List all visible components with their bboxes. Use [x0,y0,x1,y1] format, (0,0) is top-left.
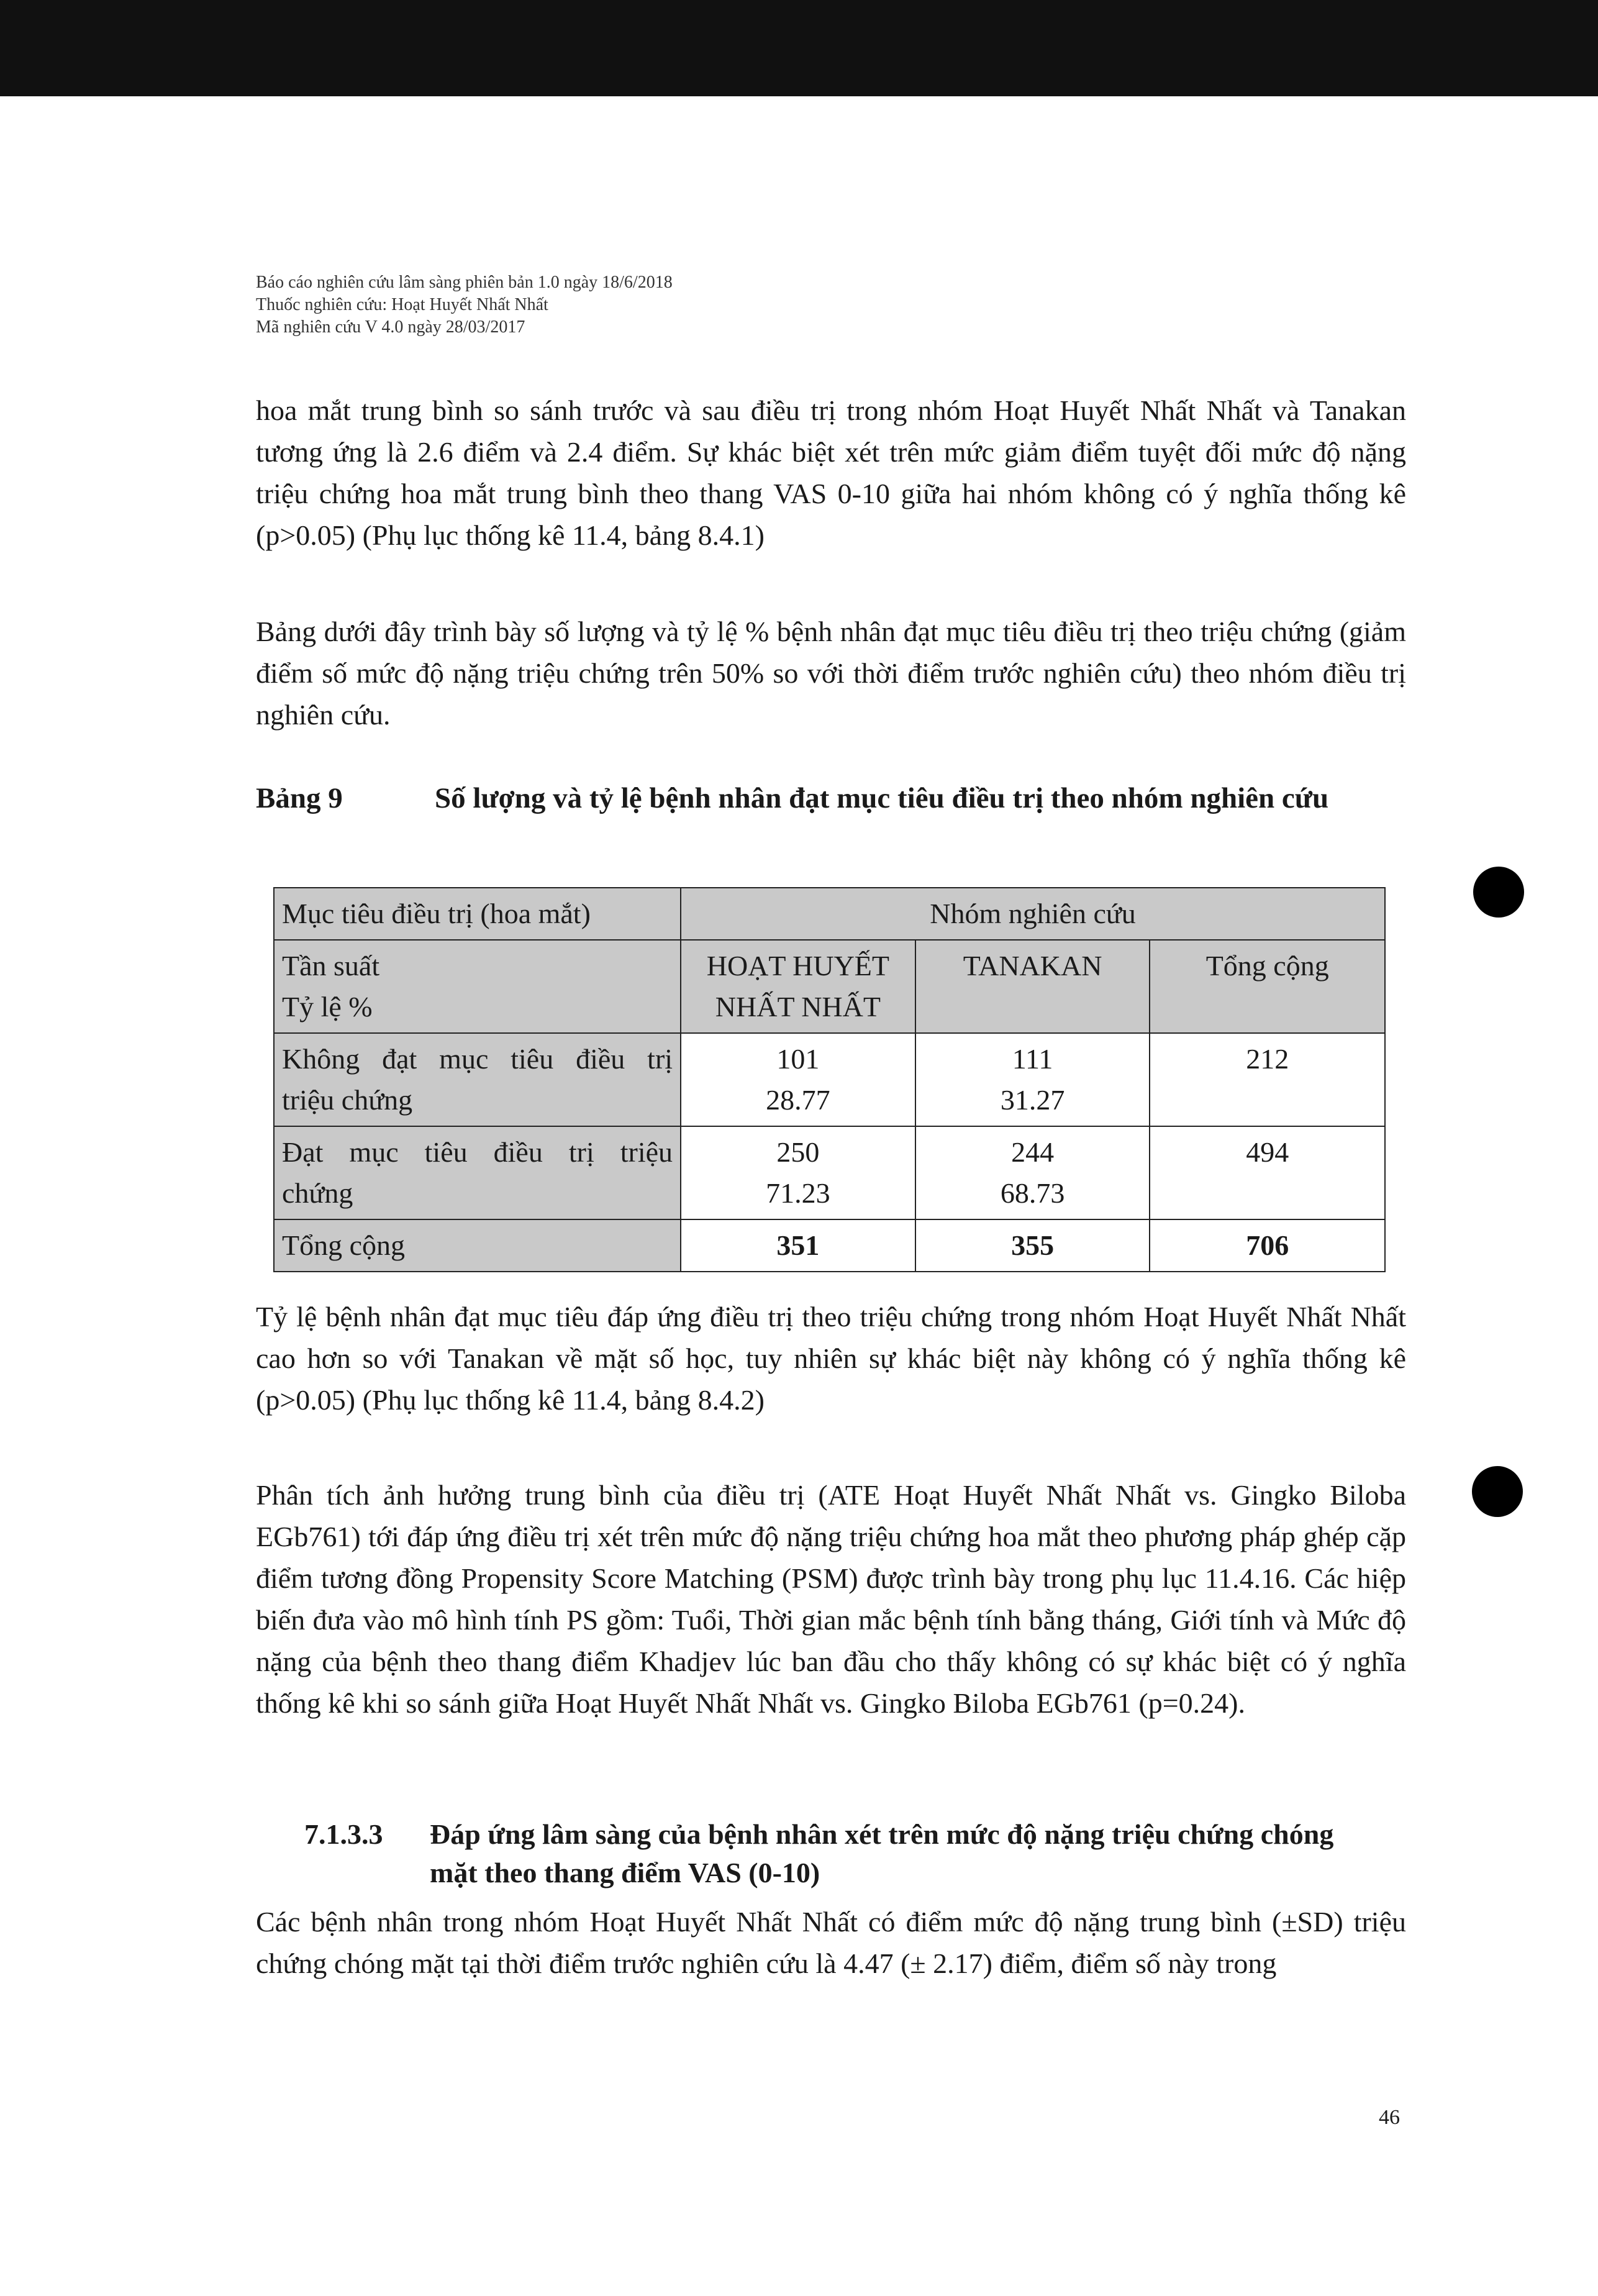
table-total-row [274,1219,1385,1272]
row-hhnn-count: 250 [776,1136,820,1168]
total-all-cell: 706 [1150,1219,1385,1272]
row-hhnn-percent: 71.23 [766,1177,830,1209]
section-title [430,1815,1399,1892]
row-label-line2: chứng [282,1177,353,1209]
paragraph-2: Bảng dưới đây trình bày số lượng và tỷ lệ % bệnh nhân đạt mục tiêu điều trị theo triệu chứng (giảm điểm số mức độ nặng triệu chứng trên 50% so với thời điểm trước nghiên cứu) theo nhóm điều trị nghiên cứu. [256,616,1406,731]
total-label-cell: Tổng cộng [274,1219,681,1272]
header-total-cell: Tổng cộng [1150,940,1385,1033]
header-hhnn-line2: NHẤT NHẤT [715,991,881,1023]
header-percent: Tỷ lệ % [282,991,373,1023]
table-header-row-2 [274,940,1385,1033]
row-tanakan-count: 244 [1011,1136,1055,1168]
row-label-cell [274,1126,681,1219]
page-number: 46 [1379,2106,1400,2129]
header-freq-cell [274,940,681,1033]
table-caption-label: Bảng 9 [256,782,343,814]
row-label-line1: Không đạt mục tiêu điều trị [282,1043,673,1075]
section-number: 7.1.3.3 [304,1818,383,1850]
header-tanakan-cell: TANAKAN [915,940,1150,1033]
table-caption-title: Số lượng và tỷ lệ bệnh nhân đạt mục tiêu điều trị theo nhóm nghiên cứu [435,782,1329,814]
row-label-cell [274,1033,681,1126]
header-hhnn-cell [681,940,915,1033]
header-study-drug: Thuốc nghiên cứu: Hoạt Huyết Nhất Nhất [256,295,548,314]
paragraph-5: Các bệnh nhân trong nhóm Hoạt Huyết Nhất Nhất có điểm mức độ nặng trung bình (±SD) triệu chứng chóng mặt tại thời điểm trước nghiên cứu là 4.47 (± 2.17) điểm, điểm số này trong [256,1906,1406,1979]
section-title-line1: Đáp ứng lâm sàng của bệnh nhân xét trên mức độ nặng triệu chứng chóng [430,1818,1334,1850]
row-label-line1: Đạt mục tiêu điều trị triệu [282,1136,673,1168]
header-group-cell: Nhóm nghiên cứu [681,888,1385,940]
row-total-cell: 494 [1150,1126,1385,1219]
row-hhnn-count: 101 [776,1043,820,1075]
punch-hole-top [1473,867,1524,918]
row-tanakan-cell [915,1126,1150,1219]
paragraph-1: hoa mắt trung bình so sánh trước và sau điều trị trong nhóm Hoạt Huyết Nhất Nhất và Tanakan tương ứng là 2.6 điểm và 2.4 điểm. Sự khác biệt xét trên mức giảm điểm tuyệt đối mức độ nặng triệu chứng hoa mắt trung bình theo thang VAS 0-10 giữa hai nhóm không có ý nghĩa thống kê (p>0.05) (Phụ lục thống kê 11.4, bảng 8.4.1) [256,394,1406,551]
total-hhnn-cell: 351 [681,1219,915,1272]
table-row [274,1126,1385,1219]
results-table [273,887,1386,1272]
paragraph-3: Tỷ lệ bệnh nhân đạt mục tiêu đáp ứng điều trị theo triệu chứng trong nhóm Hoạt Huyết Nhất Nhất cao hơn so với Tanakan về mặt số học, tuy nhiên sự khác biệt này không có ý nghĩa thống kê (p>0.05) (Phụ lục thống kê 11.4, bảng 8.4.2) [256,1301,1406,1416]
table-header-row-1 [274,888,1385,940]
punch-hole-bottom [1472,1466,1523,1517]
row-tanakan-percent: 31.27 [1000,1084,1065,1116]
header-report-version: Báo cáo nghiên cứu lâm sàng phiên bản 1.0 ngày 18/6/2018 [256,273,673,292]
row-tanakan-count: 111 [1012,1043,1053,1075]
row-tanakan-cell [915,1033,1150,1126]
row-hhnn-cell [681,1033,915,1126]
header-goal-cell: Mục tiêu điều trị (hoa mắt) [274,888,681,940]
header-hhnn-line1: HOẠT HUYẾT [706,950,890,982]
header-study-code: Mã nghiên cứu V 4.0 ngày 28/03/2017 [256,317,525,337]
paragraph-4: Phân tích ảnh hưởng trung bình của điều trị (ATE Hoạt Huyết Nhất Nhất vs. Gingko Biloba EGb761) tới đáp ứng điều trị xét trên mức độ nặng triệu chứng hoa mắt theo phương pháp ghép cặp điểm tương đồng Propensity Score Matching (PSM) được trình bày trong phụ lục 11.4.16. Các hiệp biến đưa vào mô hình tính PS gồm: Tuổi, Thời gian mắc bệnh tính bằng tháng, Giới tính và Mức độ nặng của bệnh theo thang điểm Khadjev lúc ban đầu cho thấy không có sự khác biệt có ý nghĩa thống kê khi so sánh giữa Hoạt Huyết Nhất Nhất vs. Gingko Biloba EGb761 (p=0.24). [256,1479,1406,1719]
section-title-line2: mặt theo thang điểm VAS (0-10) [430,1857,820,1888]
row-hhnn-percent: 28.77 [766,1084,830,1116]
row-hhnn-cell [681,1126,915,1219]
row-tanakan-percent: 68.73 [1000,1177,1065,1209]
table-row [274,1033,1385,1126]
row-total-cell: 212 [1150,1033,1385,1126]
total-tanakan-cell: 355 [915,1219,1150,1272]
row-label-line2: triệu chứng [282,1084,413,1116]
header-frequency: Tần suất [282,950,380,982]
